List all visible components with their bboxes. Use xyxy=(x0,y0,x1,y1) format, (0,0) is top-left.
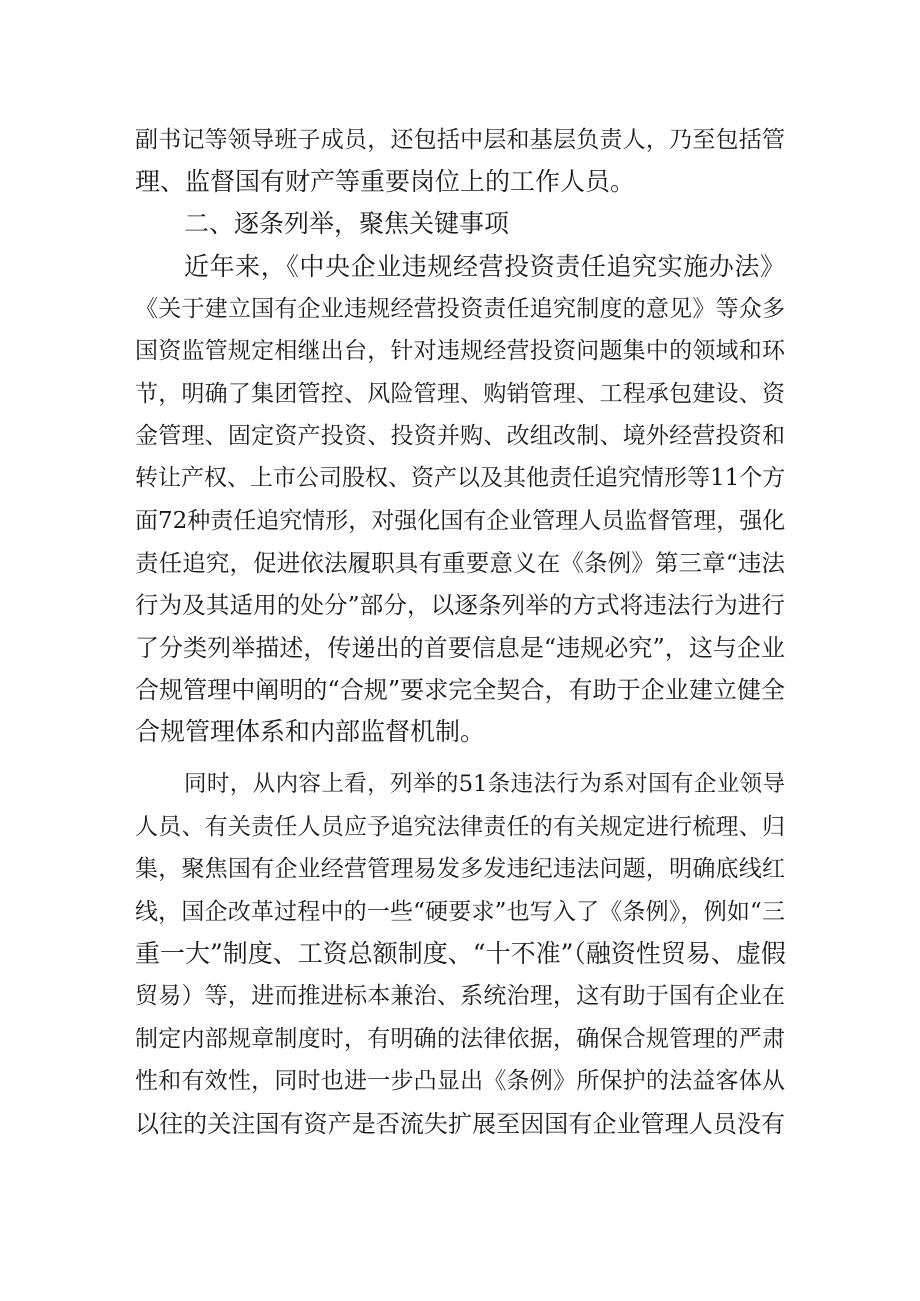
body-text-line: 金管理、固定资产投资、投资并购、改组改制、境外经营投资和 xyxy=(135,423,785,449)
body-text-line: 重一大”制度、工资总额制度、“十不准”（融资性贸易、虚假 xyxy=(135,939,786,968)
section-heading: 二、逐条列举，聚焦关键事项 xyxy=(184,209,510,238)
body-text-line: 性和有效性，同时也进一步凸显出《条例》所保护的法益客体从 xyxy=(135,1068,785,1094)
body-text-line: 贸易）等，进而推进标本兼治、系统治理，这有助于国有企业在 xyxy=(135,983,785,1009)
body-text-line: 集，聚焦国有企业经营管理易发多发违纪违法问题，明确底线红 xyxy=(135,856,785,882)
body-text-line: 近年来，《中央企业违规经营投资责任追究实施办法》 xyxy=(184,252,785,281)
body-text-line: 合规管理中阐明的“合规”要求完全契合，有助于企业建立健全 xyxy=(135,676,785,704)
body-text-line: 转让产权、上市公司股权、资产以及其他责任追究情形等11个方 xyxy=(135,465,786,491)
body-text-line: 理、监督国有财产等重要岗位上的工作人员。 xyxy=(135,167,636,196)
body-text-line: 行为及其适用的处分”部分，以逐条列举的方式将违法行为进行 xyxy=(135,591,785,619)
body-text-line: 线，国企改革过程中的一些“硬要求”也写入了《条例》，例如“三 xyxy=(135,899,785,925)
body-text-line: 合规管理体系和内部监督机制。 xyxy=(135,717,486,746)
body-text-line: 节，明确了集团管控、风险管理、购销管理、工程承包建设、资 xyxy=(135,381,785,407)
body-text-line: 面72种责任追究情形，对强化国有企业管理人员监督管理，强化 xyxy=(135,508,786,534)
body-text-line: 人员、有关责任人员应予追究法律责任的有关规定进行梳理、归 xyxy=(135,814,785,840)
body-text-line: 制定内部规章制度时，有明确的法律依据，确保合规管理的严肃 xyxy=(135,1026,785,1052)
body-text-line: 同时，从内容上看，列举的51条违法行为系对国有企业领导 xyxy=(184,771,785,797)
body-text-line: 以往的关注国有资产是否流失扩展至因国有企业管理人员没有 xyxy=(135,1110,785,1138)
body-text-line: 责任追究，促进依法履职具有重要意义在《条例》第三章“违法 xyxy=(135,549,785,577)
body-text-line: 副书记等领导班子成员，还包括中层和基层负责人，乃至包括管 xyxy=(135,127,785,153)
body-text-line: 国资监管规定相继出台，针对违规经营投资问题集中的领域和环 xyxy=(135,338,785,364)
body-text-line: 《关于建立国有企业违规经营投资责任追究制度的意见》等众多 xyxy=(135,296,785,322)
body-text-line: 了分类列举描述，传递出的首要信息是“违规必究”，这与企业 xyxy=(135,634,785,662)
